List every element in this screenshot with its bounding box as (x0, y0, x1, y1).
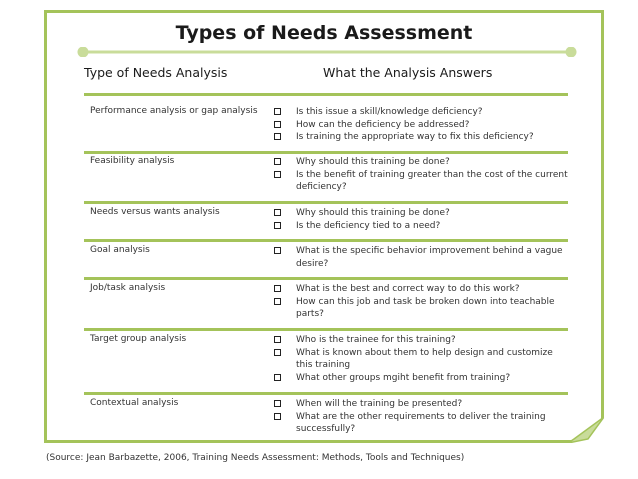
analysis-type: Feasibility analysis (90, 156, 175, 166)
answer-text: What other groups mgiht benefit from training? (296, 372, 511, 383)
checkbox-icon (274, 158, 281, 165)
row-divider (84, 151, 568, 154)
checkbox-icon (274, 298, 281, 305)
column-header-type: Type of Needs Analysis (84, 65, 228, 80)
checkbox-icon (274, 209, 281, 216)
page-title: Types of Needs Assessment (175, 22, 473, 44)
answer-item (274, 156, 568, 169)
answer-list (274, 334, 568, 384)
page-curl-icon (568, 417, 604, 443)
row-divider (84, 277, 568, 280)
answer-text: What is the best and correct way to do this work? (296, 284, 520, 294)
answer-text: What is the specific behavior improvement behind a vague desire? (296, 246, 563, 269)
row-divider (84, 328, 568, 331)
answer-item (274, 398, 568, 411)
answer-text: Is the deficiency tied to a need? (296, 220, 441, 231)
answer-text: Is this issue a skill/knowledge deficiency? (296, 107, 483, 117)
answer-text: Is the benefit of training greater than the cost of the current deficiency? (296, 169, 568, 192)
decorative-bar (77, 47, 577, 57)
row-divider (84, 239, 568, 242)
answer-text: Is training the appropriate way to fix this deficiency? (296, 132, 534, 142)
analysis-type: Goal analysis (90, 245, 150, 255)
checkbox-icon (274, 171, 281, 178)
checkbox-icon (274, 108, 281, 115)
analysis-type: Needs versus wants analysis (90, 207, 220, 217)
answer-item (274, 411, 568, 436)
answer-list (274, 106, 568, 144)
answer-item (274, 245, 568, 270)
answer-item (274, 372, 568, 385)
answer-text: How can this job and task be broken down into teachable parts? (296, 296, 555, 319)
answer-item (274, 334, 568, 347)
answer-item (274, 347, 568, 372)
answer-text: What are the other requirements to deliver the training successfully? (296, 411, 546, 434)
checkbox-icon (274, 285, 281, 292)
answer-list (274, 207, 568, 232)
checkbox-icon (274, 374, 281, 381)
answer-list (274, 398, 568, 436)
analysis-type: Contextual analysis (90, 398, 179, 408)
answer-list (274, 283, 568, 321)
row-divider (84, 201, 568, 204)
checkbox-icon (274, 349, 281, 356)
answer-item (274, 106, 568, 119)
analysis-type: Target group analysis (90, 334, 187, 344)
answer-list (274, 156, 568, 194)
row-divider (84, 392, 568, 395)
answer-text: Why should this training be done? (296, 157, 450, 167)
answer-text: How can the deficiency be addressed? (296, 119, 470, 130)
assessment-card (44, 10, 604, 443)
answer-item (274, 220, 568, 233)
answer-text: Why should this training be done? (296, 208, 450, 218)
answer-item (274, 119, 568, 132)
column-header-answers: What the Analysis Answers (323, 65, 493, 80)
answer-text: Who is the trainee for this training? (296, 335, 456, 345)
checkbox-icon (274, 247, 281, 254)
analysis-type: Job/task analysis (90, 283, 166, 293)
checkbox-icon (274, 336, 281, 343)
answer-item (274, 131, 568, 144)
answer-item (274, 296, 568, 321)
analysis-type: Performance analysis or gap analysis (90, 106, 258, 116)
answer-item (274, 207, 568, 220)
source-citation: (Source: Jean Barbazette, 2006, Training Needs Assessment: Methods, Tools and Techniques) (46, 453, 465, 463)
answer-item (274, 169, 568, 194)
answer-item (274, 283, 568, 296)
checkbox-icon (274, 413, 281, 420)
answer-text: What is known about them to help design and customize this training (296, 347, 553, 370)
checkbox-icon (274, 400, 281, 407)
checkbox-icon (274, 121, 281, 128)
answer-list (274, 245, 568, 270)
checkbox-icon (274, 222, 281, 229)
row-divider (84, 93, 568, 96)
checkbox-icon (274, 133, 281, 140)
answer-text: When will the training be presented? (296, 399, 463, 409)
